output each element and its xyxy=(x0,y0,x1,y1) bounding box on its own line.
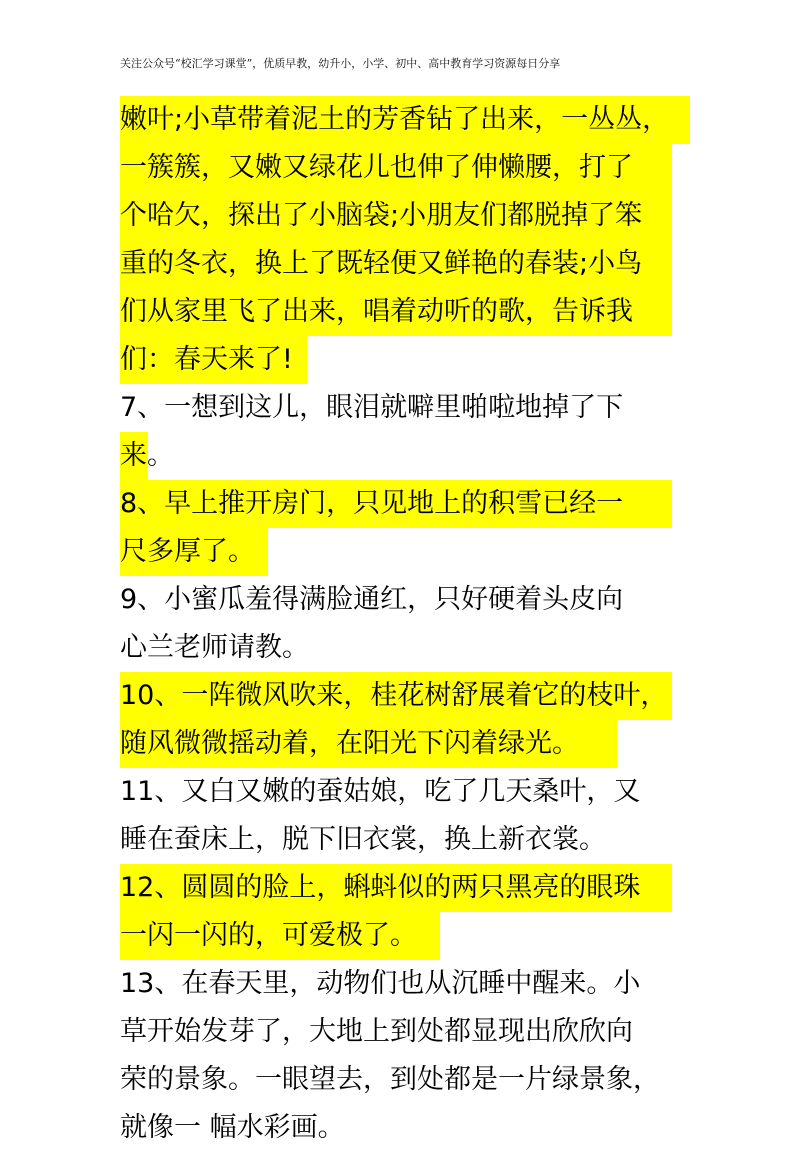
text-line xyxy=(120,432,690,480)
highlighted-text: 8、早上推开房门，只见地上的积雪已经一 xyxy=(120,480,672,528)
plain-text: 就像一 幅水彩画。 xyxy=(120,1112,345,1143)
text-line xyxy=(120,960,690,1008)
text-line xyxy=(120,96,690,144)
page-header: 关注公众号“校汇学习课堂”，优质早教，幼升小，小学、初中、高中教育学习资源每日分享 xyxy=(120,57,561,70)
text-line xyxy=(120,816,690,864)
text-line xyxy=(120,1104,690,1152)
plain-text: 13、在春天里，动物们也从沉睡中醒来。小 xyxy=(120,968,641,999)
highlighted-text: 重的冬衣，换上了既轻便又鲜艳的春装;小鸟 xyxy=(120,240,672,288)
highlighted-text: 一簇簇，又嫩又绿花儿也伸了伸懒腰，打了 xyxy=(120,144,672,192)
text-line xyxy=(120,624,690,672)
text-line xyxy=(120,528,690,576)
highlighted-text: 嫩叶;小草带着泥土的芳香钻了出来，一丛丛， xyxy=(120,96,690,144)
highlighted-text: 们：春天来了! xyxy=(120,336,307,384)
text-line xyxy=(120,1008,690,1056)
plain-text: 心兰老师请教。 xyxy=(120,632,309,663)
highlighted-text: 来。 xyxy=(120,432,148,480)
plain-text: 7、一想到这儿，眼泪就噼里啪啦地掉了下 xyxy=(120,392,624,423)
text-line xyxy=(120,384,690,432)
highlighted-text: 一闪一闪的，可爱极了。 xyxy=(120,912,440,960)
text-line xyxy=(120,240,690,288)
plain-text: 荣的景象。一眼望去，到处都是一片绿景象， xyxy=(120,1064,660,1095)
text-line xyxy=(120,864,690,912)
text-line xyxy=(120,192,690,240)
highlighted-text: 个哈欠，探出了小脑袋;小朋友们都脱掉了笨 xyxy=(120,192,672,240)
highlighted-text: 尺多厚了。 xyxy=(120,528,268,576)
plain-text: 睡在蚕床上，脱下旧衣裳，换上新衣裳。 xyxy=(120,824,606,855)
text-line xyxy=(120,912,690,960)
text-line xyxy=(120,768,690,816)
text-line xyxy=(120,672,690,720)
text-line xyxy=(120,288,690,336)
document-body xyxy=(120,96,690,1152)
text-line xyxy=(120,1056,690,1104)
text-line xyxy=(120,720,690,768)
text-line xyxy=(120,336,690,384)
text-line xyxy=(120,576,690,624)
text-line xyxy=(120,480,690,528)
highlighted-text: 们从家里飞了出来，唱着动听的歌，告诉我 xyxy=(120,288,672,336)
highlighted-text: 12、圆圆的脸上，蝌蚪似的两只黑亮的眼珠 xyxy=(120,864,672,912)
highlighted-text: 随风微微摇动着，在阳光下闪着绿光。 xyxy=(120,720,617,768)
text-line xyxy=(120,144,690,192)
plain-text: 草开始发芽了，大地上到处都显现出欣欣向 xyxy=(120,1016,633,1047)
plain-text: 11、又白又嫩的蚕姑娘，吃了几天桑叶，又 xyxy=(120,776,641,807)
highlighted-text: 10、一阵微风吹来，桂花树舒展着它的枝叶， xyxy=(120,672,672,720)
plain-text: 9、小蜜瓜羞得满脸通红，只好硬着头皮向 xyxy=(120,584,624,615)
